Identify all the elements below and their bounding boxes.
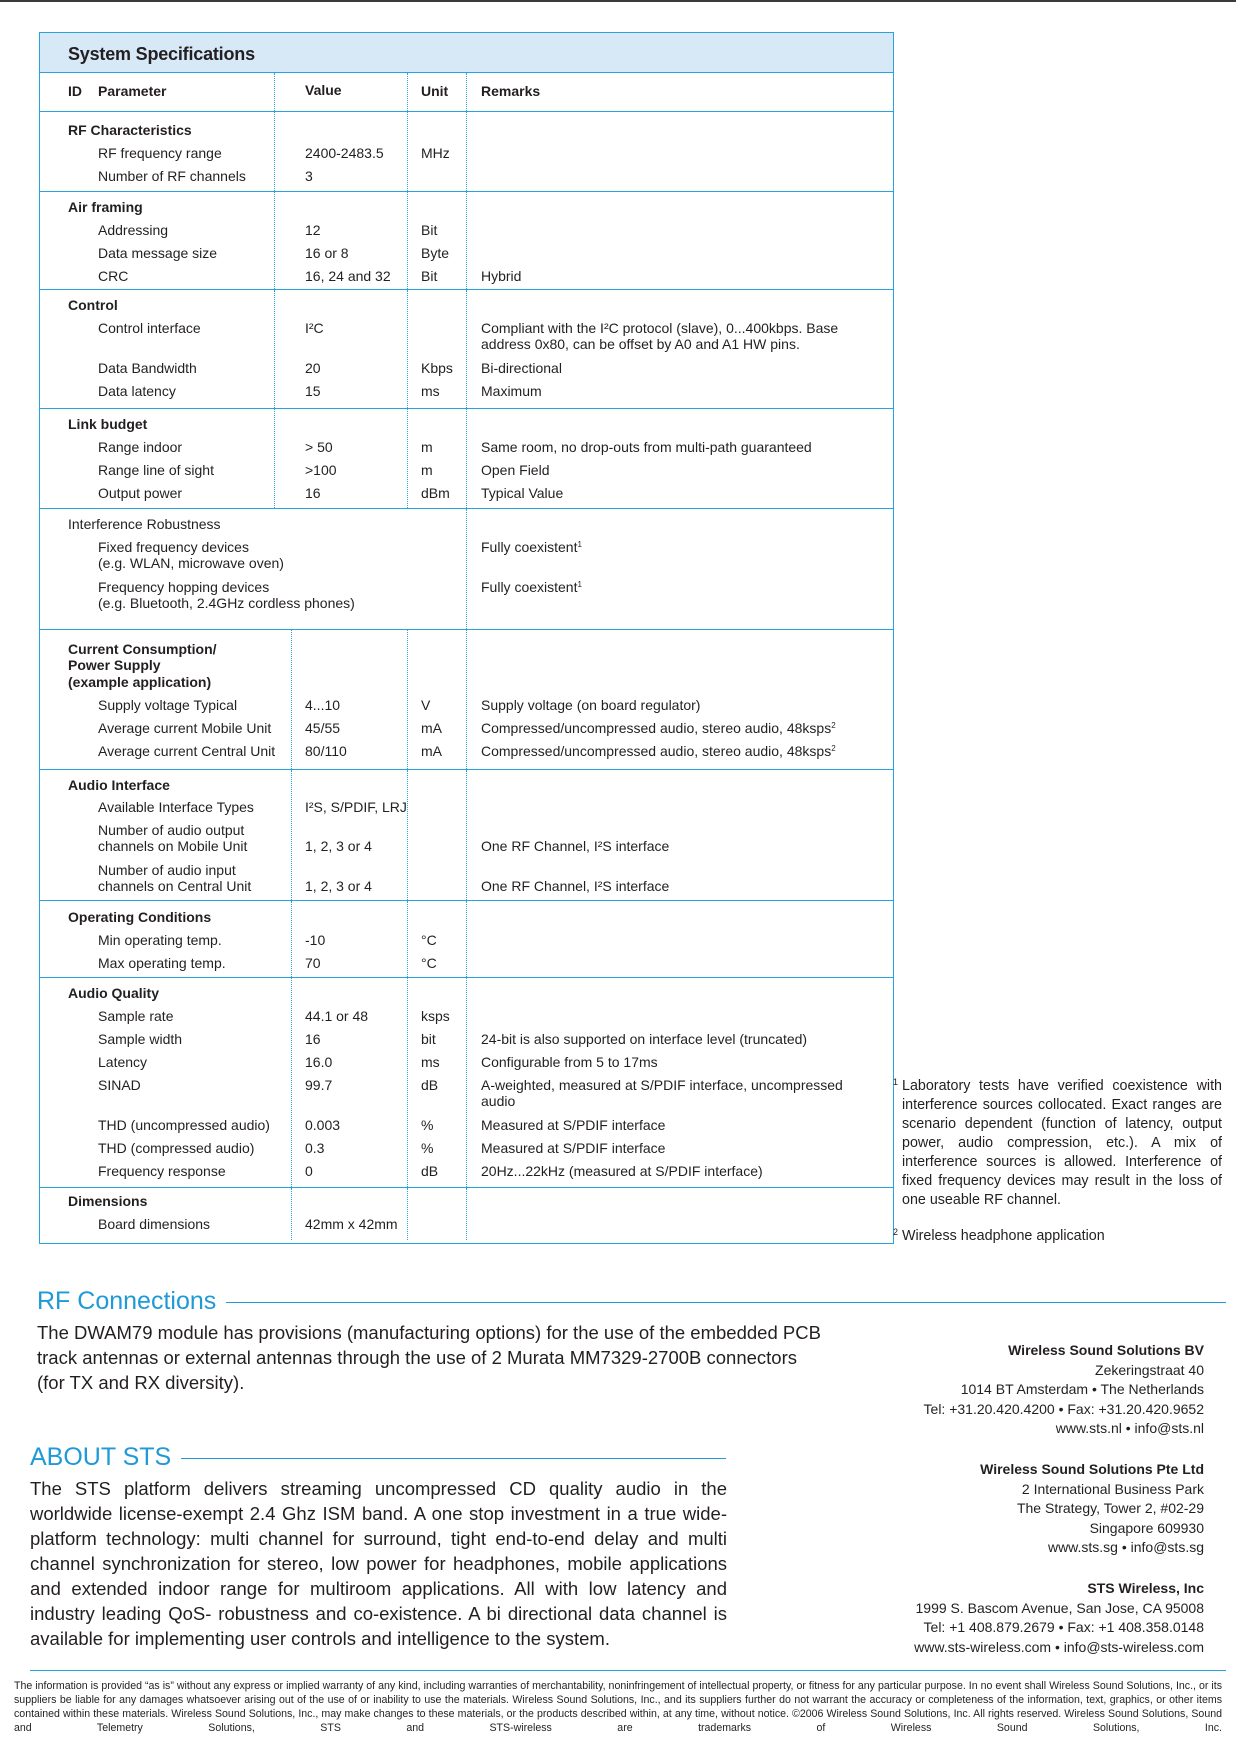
param: Addressing [98, 222, 169, 238]
address-line: Zekeringstraat 40 [1095, 1361, 1204, 1378]
remark: 20Hz...22kHz (measured at S/PDIF interface) [481, 1163, 763, 1179]
value: 2400-2483.5 [305, 145, 384, 161]
remark: Bi-directional [481, 360, 562, 376]
section-title: Operating Conditions [68, 909, 212, 925]
value: 1, 2, 3 or 4 [305, 838, 372, 854]
param: CRC [98, 268, 129, 284]
param-continued: channels on Mobile Unit [98, 838, 248, 854]
footnote-ref: 1 [577, 580, 582, 589]
table-header-row [40, 73, 893, 112]
unit: % [421, 1117, 434, 1133]
section-rf-characteristics [40, 112, 893, 192]
param: Number of RF channels [98, 168, 246, 184]
about-sts-heading: ABOUT STS [30, 1443, 730, 1472]
value: I²S, S/PDIF, LRJ [305, 799, 407, 815]
param: Output power [98, 485, 183, 501]
value: 42mm x 42mm [305, 1216, 398, 1232]
unit: % [421, 1140, 434, 1156]
unit: Bit [421, 268, 438, 284]
value: 70 [305, 955, 321, 971]
section-title: Audio Interface [68, 777, 170, 793]
footnote-number: 1 [893, 1077, 899, 1087]
table-title: System Specifications [40, 33, 893, 73]
section-air-framing [40, 192, 893, 290]
param: Data message size [98, 245, 218, 261]
heading-rule [226, 1302, 1226, 1304]
section-dimensions [40, 1188, 893, 1240]
section-title: Control [68, 297, 118, 313]
param: Number of audio input [98, 862, 236, 878]
value: 0.003 [305, 1117, 341, 1133]
address-line: 2 International Business Park [1021, 1480, 1204, 1497]
address-line: 1999 S. Bascom Avenue, San Jose, CA 95008 [915, 1599, 1204, 1616]
section-audio-quality [40, 978, 893, 1188]
column-divider [466, 73, 467, 111]
header-id: ID [68, 83, 82, 99]
section-title: Air framing [68, 199, 143, 215]
param: Sample width [98, 1031, 183, 1047]
company-name: STS Wireless, Inc [1087, 1580, 1204, 1596]
unit: MHz [421, 145, 450, 161]
address-line: 1014 BT Amsterdam • The Netherlands [960, 1381, 1204, 1397]
footnote-2: 2 Wireless headphone application [902, 1227, 1222, 1246]
unit: mA [421, 720, 442, 736]
unit: dB [421, 1163, 439, 1179]
param: THD (compressed audio) [98, 1140, 255, 1156]
remark: Open Field [481, 462, 550, 478]
legal-disclaimer: The information is provided “as is” without any express or implied warranty of any kind, including warranties of merchantability, noninfringement of intellectual property, or fitness for any particular purpose. In no event shall Wireless Sound Solutions, Inc., or its suppliers be liable for any damages whatsoever arising out of the use of or inability to use the materials. Wireless Sound Solutions, Inc., and its suppliers further do not warrant the accuracy or completeness of the information, text, graphics, or other items contained within these materials. Wireless Sound Solutions, Inc., may make changes to these materials, or the products described within, at any time, without notice. ©2006 Wireless Sound Solutions, Inc. All rights reserved. Wireless Sound Solutions, Sound and Telemetry Solutions, STS and STS-wireless are trademarks of Wireless Sound Solutions, Inc. [14, 1680, 1222, 1734]
web-line: www.sts-wireless.com • info@sts-wireless.com [914, 1638, 1204, 1655]
unit: ms [421, 1054, 440, 1070]
value: 99.7 [305, 1077, 333, 1093]
about-sts-text: The STS platform delivers streaming uncompressed CD quality audio in the worldwide license-exempt 2.4 Ghz ISM band. A one stop investment in a true wide-platform technology: multi channel for surround, tight end-to-end delay and multi channel synchronization for stereo, low power for headphones, mobile applications and extended indoor range for multiroom applications. All with low latency and industry leading QoS- robustness and co-existence. A bi directional data channel is available for implementing user controls and intelligence to the system. [30, 1478, 727, 1649]
param: Sample rate [98, 1008, 174, 1024]
remark: One RF Channel, I²S interface [481, 838, 670, 854]
param: Frequency hopping devices [98, 579, 270, 595]
section-title: Interference Robustness [68, 516, 221, 532]
remark: Maximum [481, 383, 542, 399]
section-title: Power Supply [68, 657, 161, 673]
header-parameter: Parameter [98, 83, 167, 99]
remark: Compressed/uncompressed audio, stereo audio, 48ksps$^2$ [481, 720, 836, 736]
disclaimer-divider [30, 1670, 1226, 1671]
param: Data Bandwidth [98, 360, 197, 376]
value: 15 [305, 383, 321, 399]
remark: One RF Channel, I²S interface [481, 878, 670, 894]
param: Min operating temp. [98, 932, 222, 948]
remark: Hybrid [481, 268, 522, 284]
remark: Configurable from 5 to 17ms [481, 1054, 658, 1070]
param: Latency [98, 1054, 148, 1070]
value: 16 or 8 [305, 245, 349, 261]
section-control [40, 290, 893, 409]
web-line: www.sts.nl • info@sts.nl [1055, 1420, 1204, 1436]
param: Control interface [98, 320, 201, 336]
header-unit: Unit [421, 83, 449, 99]
remark: Fully coexistent$^1$ [481, 539, 582, 555]
value: I²C [305, 320, 324, 336]
value: 16 [305, 1031, 321, 1047]
remark: 24-bit is also supported on interface level (truncated) [481, 1031, 808, 1047]
unit: °C [421, 932, 437, 948]
unit: m [421, 439, 433, 455]
unit: mA [421, 743, 442, 759]
section-current-consumption [40, 630, 893, 770]
remark: Measured at S/PDIF interface [481, 1140, 666, 1156]
unit: Bit [421, 222, 438, 238]
footnote-ref: 2 [831, 744, 836, 753]
param-continued: channels on Central Unit [98, 878, 252, 894]
value: 16.0 [305, 1054, 333, 1070]
param-continued: (e.g. Bluetooth, 2.4GHz cordless phones) [98, 595, 355, 611]
unit: V [421, 697, 431, 713]
footnote-ref: 2 [831, 721, 836, 730]
param: Average current Mobile Unit [98, 720, 272, 736]
value: 3 [305, 168, 313, 184]
rf-connections-text: The DWAM79 module has provisions (manufacturing options) for the use of the embedded PCB track antennas or external antennas through the use of 2 Murata MM7329-2700B connectors (for TX and RX diversity). [37, 1322, 821, 1393]
address-line: Singapore 609930 [1089, 1519, 1204, 1536]
unit: bit [421, 1031, 436, 1047]
unit: dB [421, 1077, 439, 1093]
section-title: Audio Quality [68, 985, 159, 1001]
footnote-number: 2 [893, 1227, 899, 1237]
section-title: Link budget [68, 416, 148, 432]
unit: dBm [421, 485, 450, 501]
address-usa [784, 1579, 1204, 1657]
value: 45/55 [305, 720, 341, 736]
param: Supply voltage Typical [98, 697, 238, 713]
remark-continued: audio [481, 1093, 516, 1109]
remark: Supply voltage (on board regulator) [481, 697, 701, 713]
section-title: Dimensions [68, 1193, 148, 1209]
address-singapore [844, 1460, 1204, 1558]
value: -10 [305, 932, 326, 948]
remark-continued: address 0x80, can be offset by A0 and A1 HW pins. [481, 336, 800, 352]
unit: Byte [421, 245, 450, 261]
header-value: Value [305, 82, 342, 98]
param: Range indoor [98, 439, 183, 455]
param: Frequency response [98, 1163, 226, 1179]
phone-line: Tel: +1 408.879.2679 • Fax: +1 408.358.0148 [923, 1619, 1204, 1635]
remark: Compliant with the I²C protocol (slave), 0...400kbps. Base [481, 320, 839, 336]
company-name: Wireless Sound Solutions Pte Ltd [980, 1461, 1204, 1477]
system-specifications-table [39, 32, 894, 1244]
section-title: RF Characteristics [68, 122, 192, 138]
param: Data latency [98, 383, 176, 399]
section-interference-robustness [40, 509, 893, 630]
section-link-budget [40, 409, 893, 509]
value: 0 [305, 1163, 313, 1179]
value: > 50 [305, 439, 333, 455]
param: SINAD [98, 1077, 141, 1093]
company-name: Wireless Sound Solutions BV [1008, 1342, 1204, 1358]
unit: ms [421, 383, 440, 399]
section-operating-conditions [40, 901, 893, 978]
remark: Compressed/uncompressed audio, stereo audio, 48ksps$^2$ [481, 743, 836, 759]
remark: Typical Value [481, 485, 564, 501]
param-continued: (e.g. WLAN, microwave oven) [98, 555, 284, 571]
unit: °C [421, 955, 437, 971]
address-netherlands [844, 1341, 1204, 1439]
remark: Fully coexistent$^1$ [481, 579, 582, 595]
web-line: www.sts.sg • info@sts.sg [1047, 1539, 1204, 1555]
section-title: Current Consumption/ [68, 641, 217, 657]
value: >100 [305, 462, 337, 478]
value: 16 [305, 485, 321, 501]
rf-connections-heading: RF Connections [37, 1287, 1226, 1316]
column-divider [407, 73, 408, 111]
param: Board dimensions [98, 1216, 211, 1232]
value: 16, 24 and 32 [305, 268, 391, 284]
footnote-ref: 1 [577, 540, 582, 549]
param: RF frequency range [98, 145, 222, 161]
param: Range line of sight [98, 462, 214, 478]
column-divider [274, 73, 275, 111]
value: 1, 2, 3 or 4 [305, 878, 372, 894]
param: Available Interface Types [98, 799, 254, 815]
top-border [0, 0, 1236, 2]
param: Average current Central Unit [98, 743, 276, 759]
heading-rule [181, 1458, 726, 1460]
address-line: The Strategy, Tower 2, #02-29 [1016, 1500, 1204, 1516]
value: 44.1 or 48 [305, 1008, 369, 1024]
unit: Kbps [421, 360, 453, 376]
param: Number of audio output [98, 822, 245, 838]
unit: ksps [421, 1008, 450, 1024]
remark: Same room, no drop-outs from multi-path guaranteed [481, 439, 812, 455]
value: 80/110 [305, 743, 347, 759]
footnote-1: 1 Laboratory tests have verified coexistence with interference sources collocated. Exact ranges are scenario dependent (function of latency, output power, audio compression, etc.). A mix of interference sources is allowed. Interference of fixed frequency devices may result in the loss of one useable RF channel. [902, 1077, 1222, 1210]
value: 20 [305, 360, 321, 376]
unit: m [421, 462, 433, 478]
param: Max operating temp. [98, 955, 226, 971]
value: 12 [305, 222, 321, 238]
section-audio-interface [40, 770, 893, 901]
section-title: (example application) [68, 674, 212, 690]
value: 4...10 [305, 697, 341, 713]
phone-line: Tel: +31.20.420.4200 • Fax: +31.20.420.9652 [923, 1400, 1204, 1417]
value: 0.3 [305, 1140, 325, 1156]
remark: A-weighted, measured at S/PDIF interface, uncompressed [481, 1077, 843, 1093]
remark: Measured at S/PDIF interface [481, 1117, 666, 1133]
header-remarks: Remarks [481, 83, 541, 99]
param: Fixed frequency devices [98, 539, 249, 555]
param: THD (uncompressed audio) [98, 1117, 270, 1133]
